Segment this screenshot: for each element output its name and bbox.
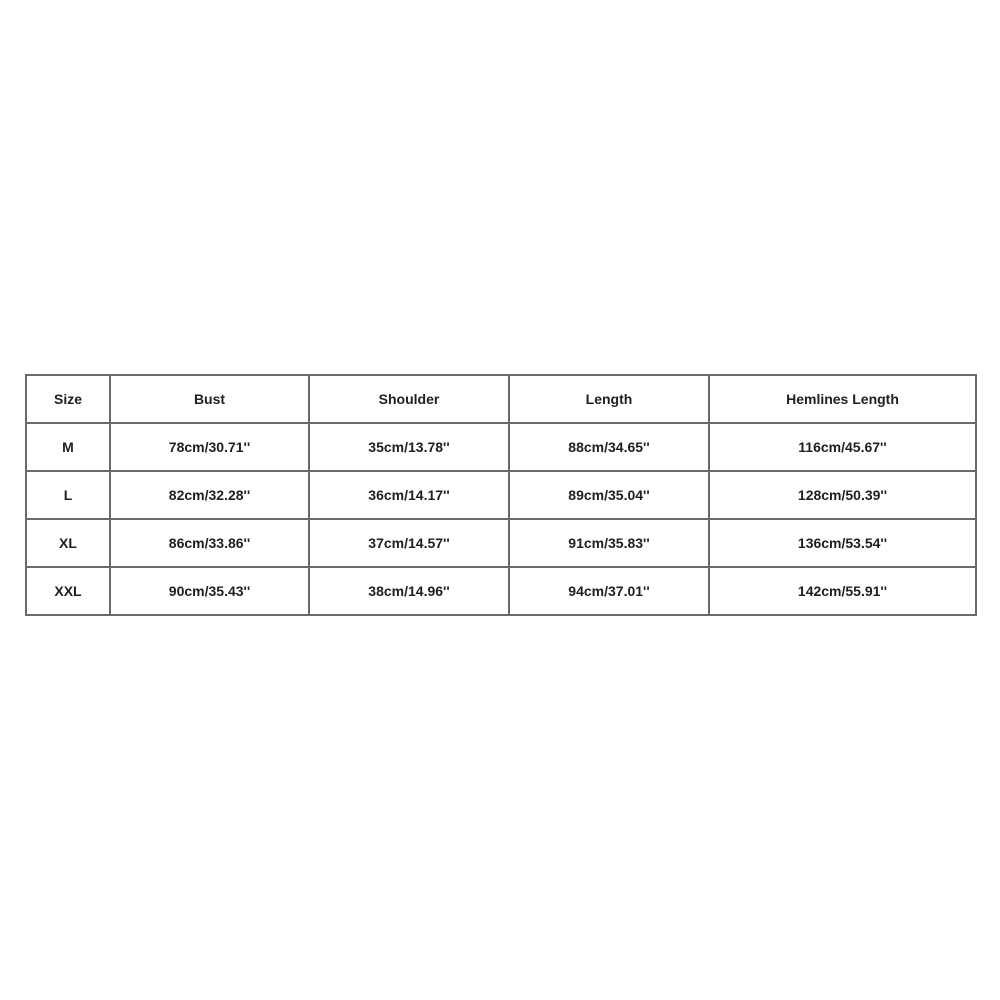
size-chart-body (26, 423, 976, 615)
cell-size: XL (26, 519, 110, 567)
cell-shoulder: 37cm/14.57'' (309, 519, 509, 567)
cell-size: XXL (26, 567, 110, 615)
cell-length: 89cm/35.04'' (509, 471, 709, 519)
table-row (26, 423, 976, 471)
size-chart-table (25, 374, 977, 616)
cell-hemlines-length: 128cm/50.39'' (709, 471, 976, 519)
cell-bust: 90cm/35.43'' (110, 567, 309, 615)
header-size: Size (26, 375, 110, 423)
cell-hemlines-length: 136cm/53.54'' (709, 519, 976, 567)
cell-shoulder: 38cm/14.96'' (309, 567, 509, 615)
header-length: Length (509, 375, 709, 423)
cell-bust: 78cm/30.71'' (110, 423, 309, 471)
cell-bust: 82cm/32.28'' (110, 471, 309, 519)
cell-length: 91cm/35.83'' (509, 519, 709, 567)
header-row (26, 375, 976, 423)
cell-length: 88cm/34.65'' (509, 423, 709, 471)
cell-bust: 86cm/33.86'' (110, 519, 309, 567)
cell-size: L (26, 471, 110, 519)
table-row (26, 471, 976, 519)
cell-hemlines-length: 142cm/55.91'' (709, 567, 976, 615)
header-bust: Bust (110, 375, 309, 423)
cell-shoulder: 36cm/14.17'' (309, 471, 509, 519)
size-chart-header (26, 375, 976, 423)
table-row (26, 567, 976, 615)
header-hemlines-length: Hemlines Length (709, 375, 976, 423)
header-shoulder: Shoulder (309, 375, 509, 423)
cell-shoulder: 35cm/13.78'' (309, 423, 509, 471)
cell-hemlines-length: 116cm/45.67'' (709, 423, 976, 471)
cell-size: M (26, 423, 110, 471)
table-row (26, 519, 976, 567)
cell-length: 94cm/37.01'' (509, 567, 709, 615)
